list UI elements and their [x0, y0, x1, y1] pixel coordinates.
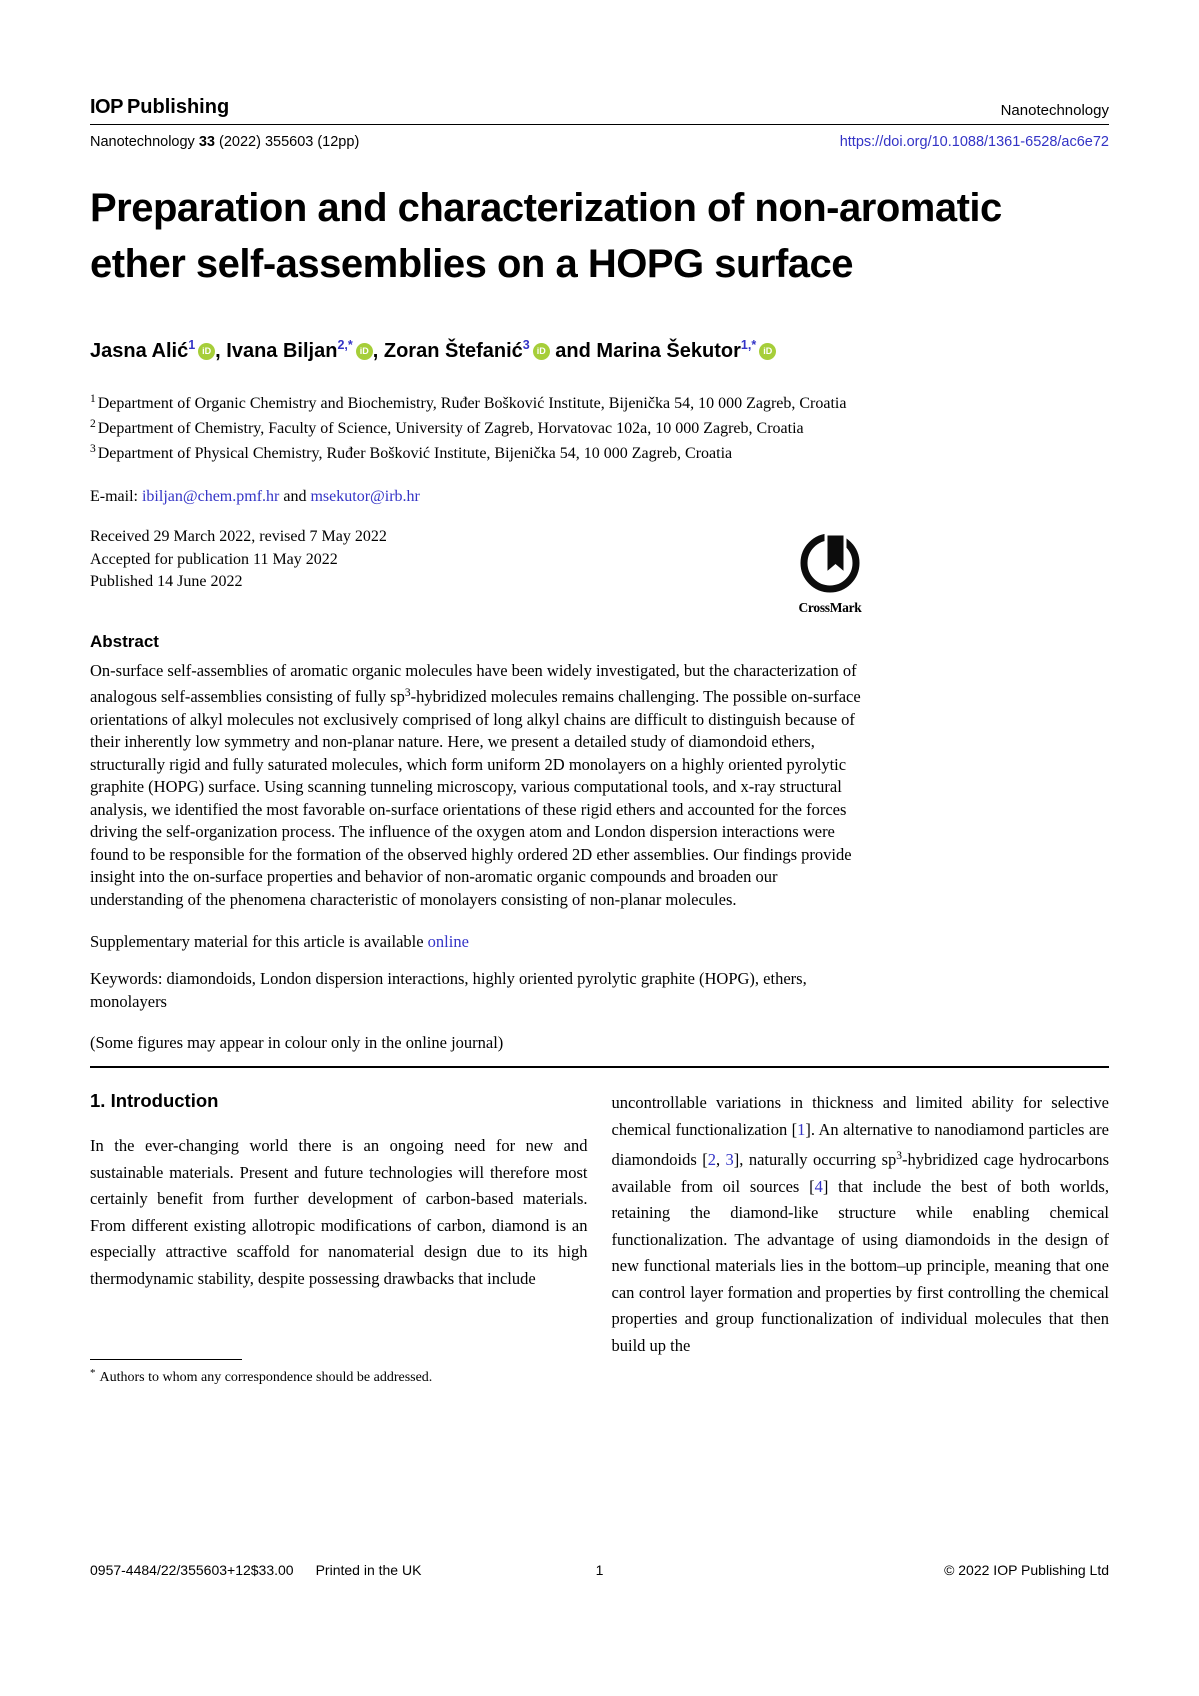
- abstract-part2: -hybridized molecules remains challenging. The possible on-surface orientations of alkyl molecules not exclusively comprised of long alkyl chains are difficult to distinguish because of their inherently low symmetry and non-planar nature. Here, we present a detailed study of diamondoid ethers, structurally rigid and fully saturated molecules, which form uniform 2D monolayers on a highly oriented pyrolytic graphite (HOPG) surface. Using scanning tunneling microscopy, various computational tools, and x-ray structural analysis, we identified the most favorable on-surface orientations of these rigid ethers and accounted for the forces driving the self-organization process. The influence of the oxygen atom and London dispersion interactions were found to be responsible for the formation of the observed highly ordered 2D ether assemblies. Our findings provide insight into the on-surface properties and behavior of non-aromatic organic compounds and broaden our understanding of the phenomena characteristic of monolayers consisting of non-planar molecules.: [90, 687, 861, 909]
- citation-ref-3[interactable]: 3: [725, 1150, 734, 1169]
- header-row: [90, 96, 1109, 125]
- introduction-columns: [90, 1090, 1109, 1386]
- email-and: and: [279, 488, 311, 505]
- orcid-icon[interactable]: iD: [533, 343, 550, 360]
- orcid-icon[interactable]: iD: [356, 343, 373, 360]
- dates-block: [90, 526, 1109, 594]
- iop-publishing-logo: [90, 96, 229, 119]
- accepted-date: Accepted for publication 11 May 2022: [90, 550, 338, 568]
- orcid-icon[interactable]: iD: [198, 343, 215, 360]
- author-name: Marina Šekutor: [596, 340, 741, 362]
- affiliation-list: [90, 389, 880, 464]
- issn-price: 0957-4484/22/355603+12$33.00: [90, 1562, 294, 1578]
- journal-name: Nanotechnology: [1000, 102, 1109, 119]
- citation-ref-1[interactable]: 1: [797, 1119, 806, 1139]
- correspondence-footnote: [90, 1359, 588, 1386]
- column-right: [612, 1090, 1110, 1386]
- footer-issn: [90, 1562, 596, 1578]
- citation-volume: 33: [198, 134, 215, 150]
- page-title: Preparation and characterization of non-aromatic ether self-assemblies on a HOPG surface: [90, 186, 1002, 286]
- paragraph-segment: ] that include the best of both worlds, retaining the diamond-like structure while enabling chemical functionalization. The advantage of using diamondoids in the design of new functional materials lies in the bottom–up principle, meaning that one can control layer formation and properties by first controlling the chemical properties and group functionalization of individual molecules that then build up the: [611, 1176, 1109, 1355]
- orcid-icon[interactable]: iD: [759, 343, 776, 360]
- introduction-paragraph-right: [612, 1090, 1110, 1359]
- crossmark-icon: [798, 530, 862, 594]
- author-list: [90, 338, 1109, 363]
- citation-issue: (2022) 355603 (12pp): [214, 134, 360, 150]
- sp3-superscript: 3: [404, 687, 411, 699]
- supplementary-text: Supplementary material for this article is available: [90, 932, 428, 951]
- paragraph-segment: -hybridized cage hydrocarbons available from oil sources [: [611, 1150, 1110, 1196]
- author-affil-sup: 2,*: [337, 338, 353, 352]
- keywords-line: Keywords: diamondoids, London dispersion interactions, highly oriented pyrolytic graphite (HOPG), ethers, monolayers: [90, 969, 807, 1011]
- paragraph-segment: uncontrollable variations in thickness and limited ability for selective chemical functionalization [: [611, 1093, 1109, 1139]
- footnote-rule: [90, 1359, 242, 1360]
- section-divider: [90, 1066, 1109, 1068]
- affiliation-text: Department of Organic Chemistry and Biochemistry, Ruđer Bošković Institute, Bijenička 54, 10 000 Zagreb, Croatia: [97, 395, 847, 412]
- author: [226, 340, 384, 362]
- affiliation: [90, 414, 880, 439]
- citation-journal: Nanotechnology: [90, 134, 199, 150]
- iop-logo-rest: Publishing: [126, 96, 230, 118]
- email-link-1[interactable]: ibiljan@chem.pmf.hr: [141, 488, 280, 505]
- affiliation-text: Department of Chemistry, Faculty of Science, University of Zagreb, Horvatovac 102a, 10 000 Zagreb, Croatia: [97, 420, 804, 437]
- author-affil-sup: 3: [522, 338, 530, 352]
- crossmark-badge[interactable]: [793, 530, 867, 616]
- footnote-text: [90, 1367, 588, 1386]
- colour-figures-note: (Some figures may appear in colour only in the online journal): [90, 1033, 504, 1052]
- supplementary-online-link[interactable]: online: [427, 932, 469, 951]
- paragraph-segment: ]. An alternative to nanodiamond particles are diamondoids [: [611, 1119, 1109, 1169]
- author-affil-sup: 1: [188, 338, 196, 352]
- introduction-heading: 1. Introduction: [90, 1090, 219, 1111]
- affiliation-number: 2: [90, 418, 96, 430]
- author-separator: and: [549, 340, 597, 362]
- meta-row: [90, 526, 1109, 615]
- column-left: [90, 1090, 588, 1386]
- affiliation: [90, 389, 880, 414]
- footer-copyright: © 2022 IOP Publishing Ltd: [944, 1562, 1110, 1578]
- page-footer: [90, 1562, 1109, 1578]
- author: [384, 340, 597, 362]
- author: [596, 340, 776, 362]
- abstract-text: [90, 660, 872, 912]
- crossmark-label: CrossMark: [798, 600, 862, 615]
- citation-ref-2[interactable]: 2: [707, 1150, 716, 1169]
- introduction-paragraph-left: In the ever-changing world there is an ongoing need for new and sustainable materials. Present and future technologies will therefore most certainly benefit from further development of carbon-based materials. From different existing allotropic modifications of carbon, diamond is an especially attractive scaffold for nanomaterial design due to its high thermodynamic stability, despite possessing drawbacks that include: [90, 1136, 588, 1288]
- author-separator: ,: [215, 340, 227, 362]
- citation-line: [90, 134, 359, 150]
- footnote-body: Authors to whom any correspondence should be addressed.: [99, 1370, 433, 1385]
- page-number: 1: [595, 1562, 604, 1578]
- email-link-2[interactable]: msekutor@irb.hr: [310, 488, 420, 505]
- received-date: Received 29 March 2022, revised 7 May 2022: [90, 528, 387, 545]
- paragraph-segment: ,: [715, 1150, 726, 1169]
- citation-ref-4[interactable]: 4: [814, 1176, 823, 1196]
- affiliation: [90, 439, 880, 464]
- author-affil-sup: 1,*: [740, 338, 757, 352]
- email-line: [90, 488, 1109, 506]
- author-name: Zoran Štefanić: [383, 340, 523, 362]
- abstract-heading: Abstract: [90, 631, 159, 651]
- footnote-asterisk: *: [90, 1367, 96, 1379]
- author-name: Jasna Alić: [90, 340, 189, 362]
- affiliation-text: Department of Physical Chemistry, Ruđer Bošković Institute, Bijenička 54, 10 000 Zagreb, Croatia: [97, 445, 733, 462]
- author-name: Ivana Biljan: [226, 340, 338, 362]
- published-date: Published 14 June 2022: [90, 573, 243, 590]
- doi-link[interactable]: https://doi.org/10.1088/1361-6528/ac6e72: [839, 134, 1109, 150]
- printed-in: Printed in the UK: [315, 1562, 422, 1578]
- citation-row: [90, 134, 1109, 150]
- iop-logo-bold: IOP: [90, 96, 123, 118]
- email-prefix: E-mail:: [90, 488, 142, 505]
- abstract-part1: On-surface self-assemblies of aromatic organic molecules have been widely investigated, but the characterization of analogous self-assemblies consisting of fully sp: [90, 660, 857, 706]
- affiliation-number: 1: [90, 393, 96, 405]
- author-separator: ,: [372, 340, 384, 362]
- author: [90, 340, 226, 362]
- paragraph-segment: ], naturally occurring sp: [733, 1150, 897, 1169]
- sp3-superscript: 3: [896, 1150, 903, 1162]
- affiliation-number: 3: [90, 443, 96, 455]
- supplementary-line: [90, 932, 1109, 952]
